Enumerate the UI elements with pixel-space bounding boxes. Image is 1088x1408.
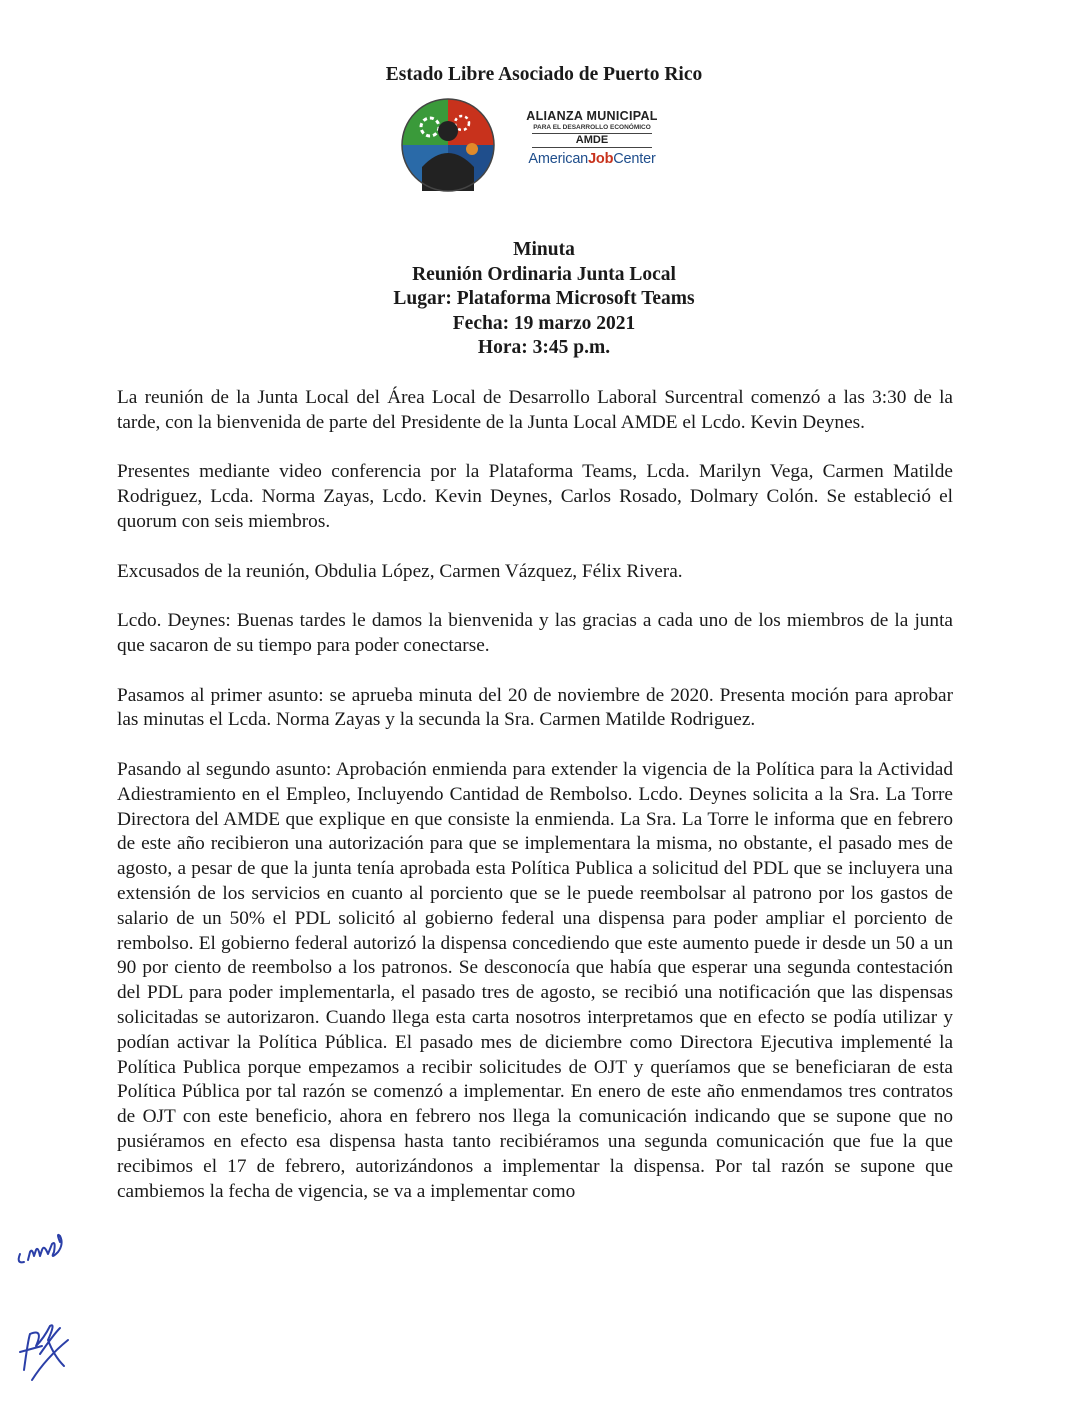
- ajc-center: Center: [613, 151, 656, 167]
- ajc-job: Job: [588, 151, 614, 167]
- amde-logo: [400, 95, 700, 195]
- paragraph-attendees: Presentes mediante video conferencia por la Plataforma Teams, Lcda. Marilyn Vega, Carmen Matilde Rodriguez, Lcda. Norma Zayas, Lcdo. Kevin Deynes, Carlos Rosado, Dolmary Colón. Se estableció el quorum con seis miembros.: [117, 461, 953, 532]
- american-job-center-wordmark: [512, 151, 672, 167]
- paragraph-first-item: Pasamos al primer asunto: se aprueba minuta del 20 de noviembre de 2020. Presenta moción para aprobar las minutas el Lcda. Norma Zayas y la secunda la Sra. Carmen Matilde Rodriguez.: [117, 684, 953, 731]
- handwritten-initials-signature: [10, 1230, 100, 1390]
- paragraph-excused: Excusados de la reunión, Obdulia López, Carmen Vázquez, Félix Rivera.: [117, 560, 683, 582]
- amde-emblem-icon: [400, 97, 496, 193]
- logo-subtitle: PARA EL DESARROLLO ECONÓMICO: [533, 124, 651, 131]
- meeting-time: Hora: 3:45 p.m.: [477, 337, 611, 358]
- meeting-date: Fecha: 19 marzo 2021: [452, 312, 636, 334]
- meeting-type: Reunión Ordinaria Junta Local: [412, 263, 676, 285]
- logo-acronym: AMDE: [532, 133, 652, 148]
- paragraph-second-item: Pasando al segundo asunto: Aprobación enmienda para extender la vigencia de la Política para la Actividad Adiestramiento en el Empleo, Incluyendo Cantidad de Rembolso. Lcdo. Deynes solicita a la Sra. La Torre Directora del AMDE que explique en que consiste la enmienda. La Sra. La Torre le informa que en febrero de este año recibieron una autorización para que se implementara la misma, no obstante, el pasado mes de agosto, a pesar de que la junta tenía aprobada esta Política Publica a solicitud del PDL que se incluyera una extensión de los servicios en cuanto al porciento que se le puede reembolsar al patrono por los gastos de salario de un 50% el PDL solicitó al gobierno federal una dispensa para poder ampliar el porciento de rembolso. El gobierno federal autorizó la dispensa concediendo que este aumento puede ir desde un 50 a un 90 por ciento de reembolso a los patronos. Se desconocía que había que esperar una segunda contestación del PDL para poder implementarla, el pasado tres de agosto, se recibió una notificación que las dispensas solicitadas se autorizaron. Cuando llega esta carta nosotros interpretamos que en efecto se podía utilizar y podían activar la Política Pública. El pasado mes de diciembre como Directora Ejecutiva implementé la Política Publica porque empezamos a recibir solicitudes de OJT y queríamos que se beneficiaran de esta Política Pública por tal razón se comenzó a implementar. En enero de este año enmendamos tres contratos de OJT con este beneficio, ahora en febrero nos llega la comunicación indicando que se supone que no pusiéramos en efecto esa dispensa hasta tanto recibiéramos una segunda comunicación que fue la que recibimos el 17 de febrero, autorizándonos a implementar la dispensa. Por tal razón se supone que cambiemos la fecha de vigencia, se va a implementar como: [117, 758, 953, 1202]
- doc-title: Minuta: [513, 239, 575, 260]
- minutes-title-block: [0, 238, 1088, 361]
- minutes-body: [117, 386, 953, 1204]
- paragraph-welcome: Lcdo. Deynes: Buenas tardes le damos la bienvenida y las gracias a cada uno de los miembros de la junta que sacaron de su tiempo para poder conectarse.: [117, 610, 953, 656]
- meeting-place: Lugar: Plataforma Microsoft Teams: [393, 288, 695, 309]
- page-header: Estado Libre Asociado de Puerto Rico: [385, 64, 703, 85]
- logo-title: ALIANZA MUNICIPAL: [526, 109, 658, 123]
- ajc-american: American: [528, 151, 589, 167]
- paragraph-opening: La reunión de la Junta Local del Área Local de Desarrollo Laboral Surcentral comenzó a las 3:30 de la tarde, con la bienvenida de parte del Presidente de la Junta Local AMDE el Lcdo. Kevin Deynes.: [117, 387, 953, 433]
